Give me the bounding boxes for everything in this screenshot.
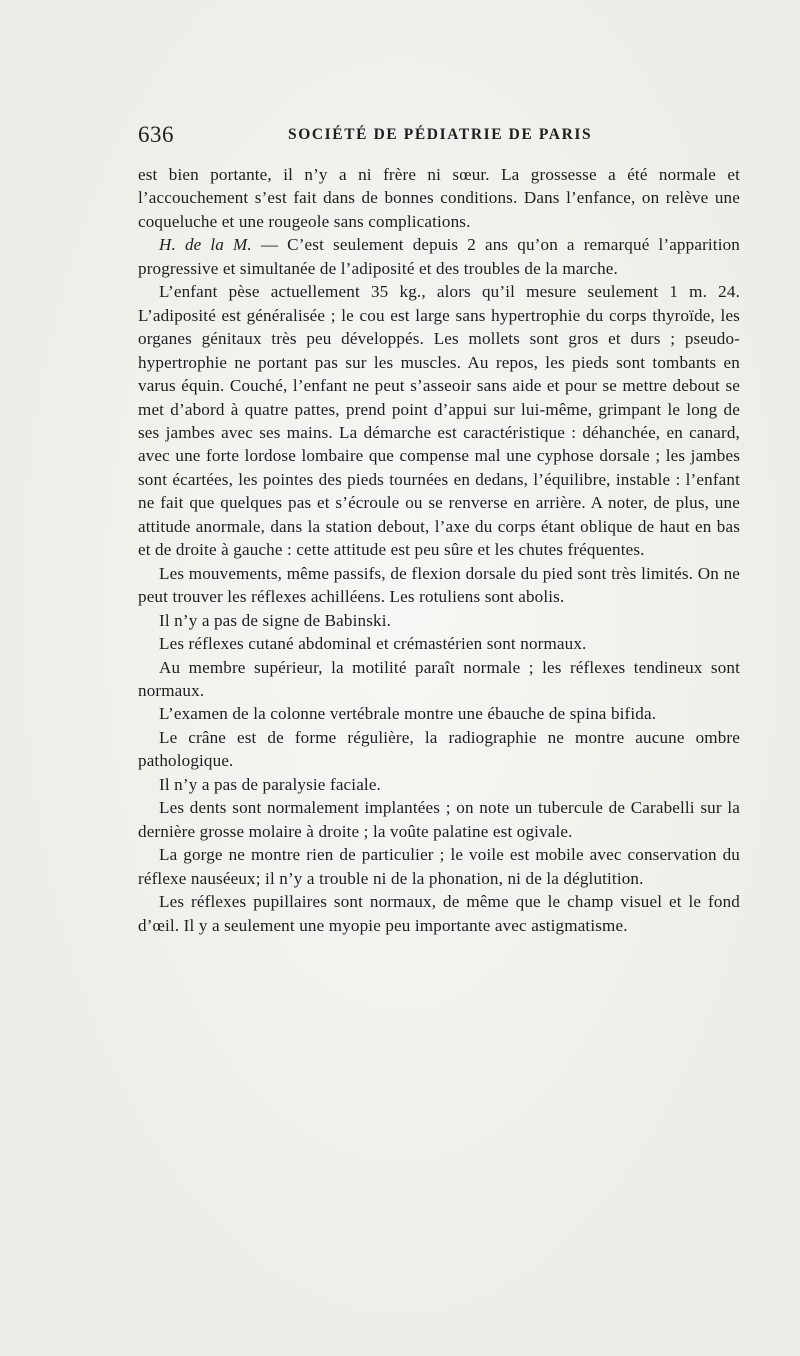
paragraph-upper-limb: Au membre supérieur, la motilité paraît normale ; les réflexes tendineux sont normaux. — [138, 657, 740, 700]
paragraph-babinski: Il n’y a pas de signe de Babinski. — [159, 610, 392, 630]
paragraph-skull: Le crâne est de forme régulière, la radiographie ne montre aucune ombre pathologique. — [138, 727, 740, 771]
paragraph-physical-exam: L’enfant pèse actuellement 35 kg., alors qu’il mesure seulement 1 m. 24. L’adiposité est généralisée ; le cou est large sans hypertrophie du corps thyroïde, les organes génitaux très peu développés. Les mollets sont gros et durs ; pseudo-hypertrophie ne portant pas sur les muscles. Au repos, les pieds sont tombants en varus équin. Couché, l’enfant ne peut s’asseoir sans aide et pour se mettre debout se met d’abord à quatre pattes, prend point d’appui sur lui-même, grimpant le long de ses jambes avec ses mains. La démarche est caractéristique : déhanchée, en canard, avec une forte lordose lombaire que compense mal une cyphose dorsale ; les jambes sont écartées, les pointes des pieds tournées en dedans, l’équilibre, instable : l’enfant ne fait que quelques pas et s’écroule ou se renverse en arrière. A noter, de plus, une attitude anormale, dans la station debout, l’axe du corps étant oblique de haut en bas et de droite à gauche : cette attitude est peu sûre et les chutes fréquentes. — [138, 282, 740, 560]
paragraph-spine: L’examen de la colonne vertébrale montre une ébauche de spina bifida. — [159, 704, 657, 724]
paragraph-teeth: Les dents sont normalement implantées ; on note un tubercule de Carabelli sur la dernière grosse molaire à droite ; la voûte palatine est ogivale. — [138, 798, 740, 841]
paragraph-throat: La gorge ne montre rien de particulier ; le voile est mobile avec conservation du réflexe nauséeux; il n’y a trouble ni de la phonation, ni de la déglutition. — [138, 845, 740, 888]
paragraph-facial: Il n’y a pas de paralysie faciale. — [159, 774, 381, 794]
paragraph-movements: Les mouvements, même passifs, de flexion dorsale du pied sont très limités. On ne peut trouver les réflexes achilléens. Les rotuliens sont abolis. — [138, 563, 740, 607]
running-title: SOCIÉTÉ DE PÉDIATRIE DE PARIS — [288, 126, 593, 143]
paragraph-lead-text: — C’est seulement depuis 2 ans qu’on a remarqué l’apparition progressive et simultanée de l’adiposité et des troubles de la marche. — [138, 235, 740, 278]
paragraph-cutaneous-reflexes: Les réflexes cutané abdominal et crémastérien sont normaux. — [159, 634, 587, 654]
body-text — [138, 163, 740, 937]
paragraph-eyes: Les réflexes pupillaires sont normaux, de même que le champ visuel et le fond d’œil. Il y a seulement une myopie peu importante avec astigmatisme. — [138, 892, 740, 935]
paragraph-family-history: est bien portante, il n’y a ni frère ni sœur. La grossesse a été normale et l’accouchement s’est fait dans de bonnes conditions. Dans l’enfance, on relève une coqueluche et une rougeole sans complications. — [138, 165, 740, 231]
page-header — [138, 122, 738, 152]
paragraph-disease-history — [138, 233, 740, 280]
paragraph-lead-italic: H. de la M. — [159, 235, 252, 255]
page-number: 636 — [138, 122, 174, 147]
